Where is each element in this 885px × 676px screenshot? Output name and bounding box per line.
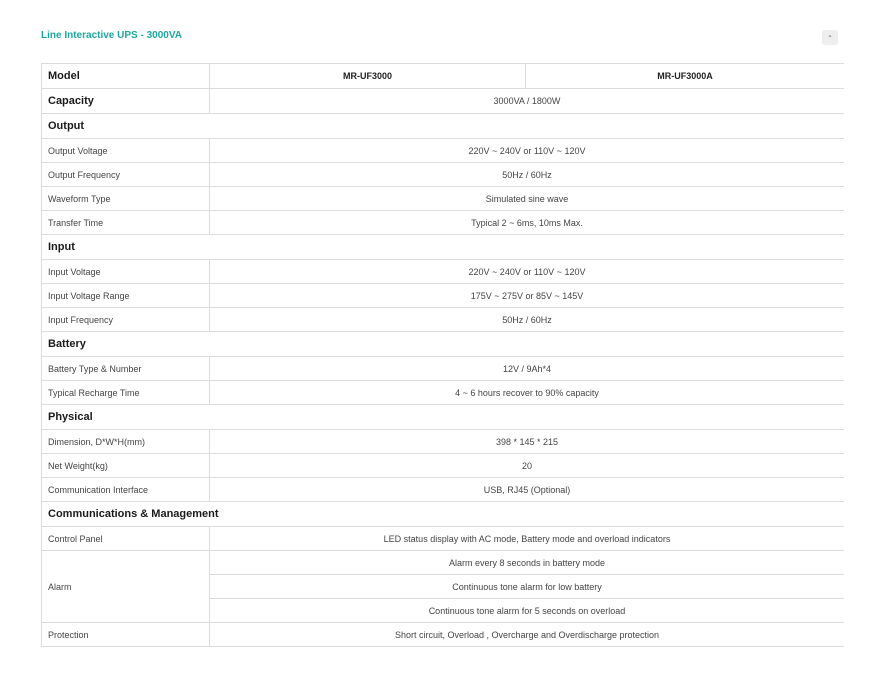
table-row [42,187,845,211]
model-row [42,64,845,89]
spec-table-container [41,63,844,647]
section-header-communications [42,502,845,527]
table-row [42,551,845,575]
row-label: Output Frequency [42,163,210,187]
row-label: Control Panel [42,527,210,551]
spec-table [41,63,844,647]
model-label: Model [42,64,210,89]
section-title-battery: Battery [42,332,845,357]
row-value: LED status display with AC mode, Battery mode and overload indicators [210,527,845,551]
row-label: Protection [42,623,210,647]
capacity-row [42,89,845,114]
alarm-label: Alarm [42,551,210,623]
row-value: 175V ~ 275V or 85V ~ 145V [210,284,845,308]
row-value: 50Hz / 60Hz [210,308,845,332]
capacity-label: Capacity [42,89,210,114]
row-label: Net Weight(kg) [42,454,210,478]
row-value: Typical 2 ~ 6ms, 10ms Max. [210,211,845,235]
section-title-communications: Communications & Management [42,502,845,527]
row-label: Communication Interface [42,478,210,502]
section-title-input: Input [42,235,845,260]
section-header-input [42,235,845,260]
section-header-output [42,114,845,139]
table-row [42,308,845,332]
section-title-output: Output [42,114,845,139]
row-value: 20 [210,454,845,478]
section-header-physical [42,405,845,430]
row-value: 50Hz / 60Hz [210,163,845,187]
table-row [42,260,845,284]
row-value: 12V / 9Ah*4 [210,357,845,381]
table-row [42,381,845,405]
table-row [42,163,845,187]
table-row [42,139,845,163]
row-label: Input Frequency [42,308,210,332]
table-row [42,623,845,647]
row-value: Short circuit, Overload , Overcharge and Overdischarge protection [210,623,845,647]
table-row [42,478,845,502]
row-value: Simulated sine wave [210,187,845,211]
table-row [42,211,845,235]
row-value: USB, RJ45 (Optional) [210,478,845,502]
section-title-physical: Physical [42,405,845,430]
row-label: Dimension, D*W*H(mm) [42,430,210,454]
section-header-battery [42,332,845,357]
collapse-button[interactable]: - [822,30,838,45]
alarm-value: Continuous tone alarm for low battery [210,575,845,599]
model-name-2: MR-UF3000A [526,64,845,89]
table-row [42,454,845,478]
alarm-value: Continuous tone alarm for 5 seconds on overload [210,599,845,623]
alarm-value: Alarm every 8 seconds in battery mode [210,551,845,575]
row-label: Input Voltage Range [42,284,210,308]
row-label: Battery Type & Number [42,357,210,381]
row-label: Transfer Time [42,211,210,235]
row-value: 398 * 145 * 215 [210,430,845,454]
table-row [42,430,845,454]
table-row [42,527,845,551]
row-label: Input Voltage [42,260,210,284]
capacity-value: 3000VA / 1800W [210,89,845,114]
row-label: Waveform Type [42,187,210,211]
page-title: Line Interactive UPS - 3000VA [41,30,182,41]
model-name-1: MR-UF3000 [210,64,526,89]
row-label: Output Voltage [42,139,210,163]
row-value: 4 ~ 6 hours recover to 90% capacity [210,381,845,405]
row-label: Typical Recharge Time [42,381,210,405]
row-value: 220V ~ 240V or 110V ~ 120V [210,139,845,163]
row-value: 220V ~ 240V or 110V ~ 120V [210,260,845,284]
table-row [42,357,845,381]
table-row [42,284,845,308]
